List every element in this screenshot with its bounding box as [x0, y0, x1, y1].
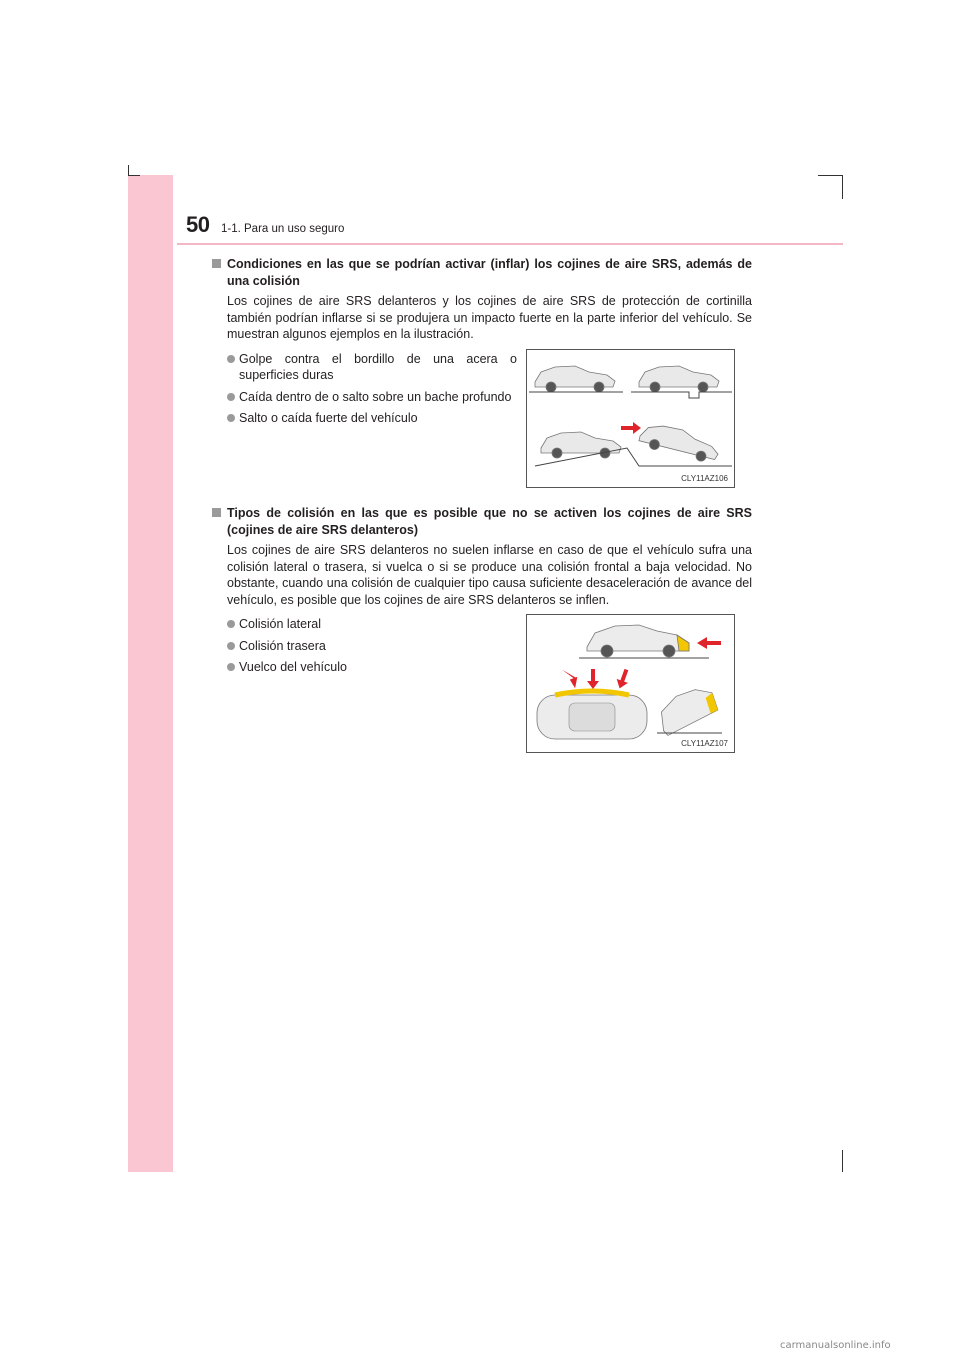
collision-types-illustration: [527, 615, 734, 752]
illustration-curb-bump-jump: [526, 349, 735, 488]
circle-bullet-icon: [227, 642, 235, 650]
list-item: Colisión trasera: [212, 638, 517, 655]
section-heading: Condiciones en las que se podrían activar (inflar) los cojines de aire SRS, además de una colisión: [212, 256, 752, 289]
header-rule: [177, 243, 843, 245]
square-bullet-icon: [212, 508, 221, 517]
square-bullet-icon: [212, 259, 221, 268]
list-item: Salto o caída fuerte del vehículo: [212, 410, 517, 427]
circle-bullet-icon: [227, 393, 235, 401]
crop-mark: [818, 175, 842, 176]
page-number: 50: [186, 212, 210, 237]
arrow-icon: [562, 666, 581, 691]
crop-mark: [842, 1150, 843, 1172]
figure-code: CLY11AZ106: [681, 474, 728, 483]
illustration-side-rear-rollover: [526, 614, 735, 753]
list-item: Golpe contra el bordillo de una acera o superficies duras: [212, 351, 517, 384]
arrow-icon: [697, 637, 721, 649]
figure-code: CLY11AZ107: [681, 739, 728, 748]
bullet-list: [212, 616, 517, 676]
section-heading: Tipos de colisión en las que es posible que no se activen los cojines de aire SRS (cojines de aire SRS delanteros): [212, 505, 752, 538]
car-icon: [587, 625, 689, 657]
circle-bullet-icon: [227, 620, 235, 628]
car-underbody-impact-illustration: [527, 350, 734, 487]
car-icon: [535, 366, 615, 392]
car-icon: [639, 366, 719, 392]
circle-bullet-icon: [227, 355, 235, 363]
car-rollover-icon: [653, 682, 721, 736]
crop-mark: [842, 175, 843, 199]
circle-bullet-icon: [227, 663, 235, 671]
list-item: Caída dentro de o salto sobre un bache profundo: [212, 389, 517, 406]
car-icon: [541, 432, 621, 458]
circle-bullet-icon: [227, 414, 235, 422]
list-item: Colisión lateral: [212, 616, 517, 633]
section-title: 1-1. Para un uso seguro: [221, 223, 345, 235]
section-paragraph: Los cojines de aire SRS delanteros y los cojines de aire SRS de protección de cortinilla también podrían inflarse si se produjera un impacto fuerte en la parte inferior del vehículo. Se muestran algunos ejemplos en la ilustración.: [227, 294, 752, 341]
arrow-icon: [587, 669, 599, 689]
side-color-band: [128, 175, 173, 1172]
arrow-icon: [621, 422, 641, 434]
car-top-view-icon: [537, 691, 647, 739]
list-item: Vuelco del vehículo: [212, 659, 517, 676]
car-icon: [638, 420, 722, 465]
arrow-icon: [614, 668, 632, 691]
crop-mark: [128, 165, 129, 175]
section-paragraph: Los cojines de aire SRS delanteros no suelen inflarse en caso de que el vehículo sufra una colisión lateral o trasera, si vuelca o si se produce una colisión frontal a baja velocidad. No obstante, cuando una colisión de cualquier tipo causa suficiente desaceleración de avance del vehículo, es posible que los cojines de aire SRS delanteros se inflen.: [227, 543, 752, 607]
bullet-list: [212, 351, 517, 427]
crop-mark: [128, 175, 140, 176]
watermark-logo: carmanualsonline.info: [780, 1340, 891, 1351]
